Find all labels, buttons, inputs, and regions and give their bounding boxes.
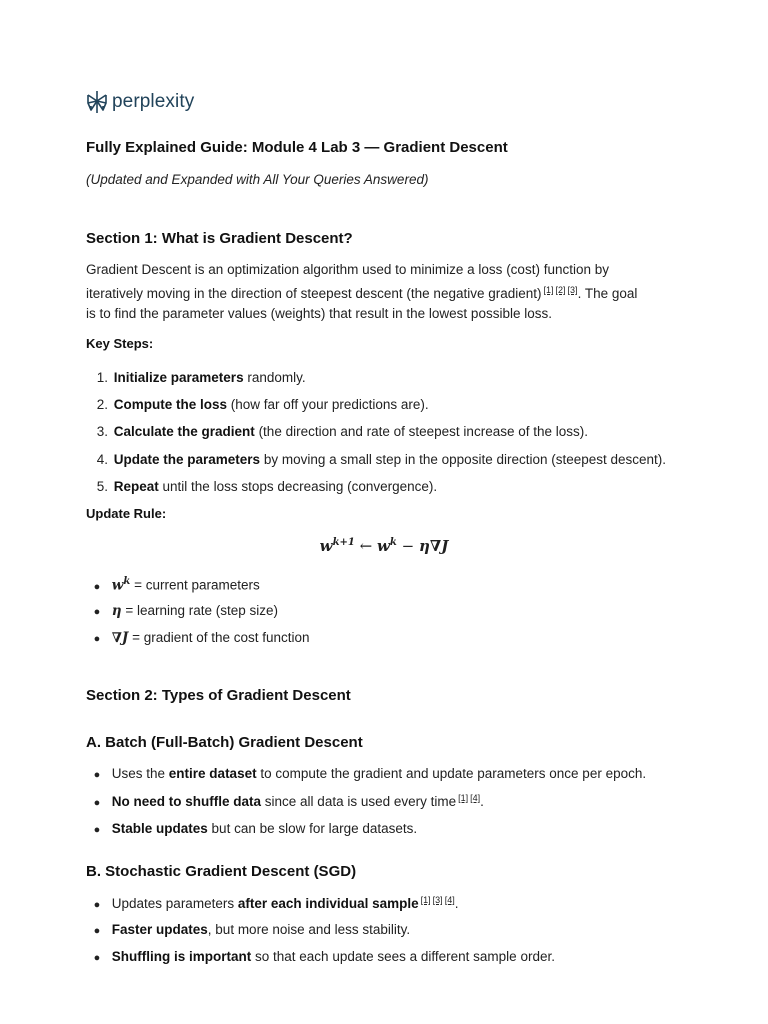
paragraph-line: Gradient Descent is an optimization algorithm used to minimize a loss (cost) function by: [86, 262, 609, 277]
list-item: [86, 922, 410, 937]
item-text: to compute the gradient and update parameters once per epoch.: [256, 766, 647, 781]
section-1-paragraph: [86, 260, 686, 324]
step-bold: Compute the loss: [113, 397, 228, 412]
update-rule-formula: [0, 537, 768, 555]
definition-symbol: η: [111, 603, 122, 619]
item-bold: Stable updates: [111, 821, 208, 836]
formula-symbol: w: [377, 537, 390, 555]
definition-text: = current parameters: [130, 577, 260, 593]
step-bold: Initialize parameters: [113, 370, 244, 385]
step-text: (how far off your predictions are).: [227, 397, 429, 412]
definition-text: = gradient of the cost function: [128, 630, 310, 645]
citation-link[interactable]: [4]: [470, 793, 481, 803]
bullet-icon: ●: [93, 606, 101, 618]
step-number: 5.: [96, 479, 108, 494]
update-rule-label: Update Rule:: [86, 506, 167, 521]
step-text: (the direction and rate of steepest increase of the loss).: [254, 424, 588, 439]
list-item: [86, 766, 646, 781]
formula-superscript: k: [389, 537, 397, 548]
list-item: [86, 821, 417, 836]
step-text: by moving a small step in the opposite direction (steepest descent).: [260, 452, 667, 467]
bullet-icon: ●: [93, 899, 101, 911]
definition-text: = learning rate (step size): [121, 603, 279, 618]
step-number: 3.: [96, 424, 108, 439]
formula-symbol: w: [319, 537, 333, 555]
item-bold: No need to shuffle data: [111, 794, 262, 809]
item-bold: Shuffling is important: [111, 949, 252, 964]
item-bold: after each individual sample: [237, 896, 419, 911]
definition-symbol: w: [111, 577, 124, 594]
definition-item: [86, 576, 260, 594]
citation-link[interactable]: [1]: [543, 285, 554, 295]
citation-link[interactable]: [1]: [458, 793, 469, 803]
citation-link[interactable]: [2]: [555, 285, 566, 295]
formula-symbol: η: [419, 537, 430, 555]
title-text: Fully Explained Guide: Module 4 Lab 3 — Gradient Descent: [86, 139, 508, 156]
step-bold: Repeat: [113, 479, 159, 494]
step-item: [86, 397, 429, 412]
list-item: [86, 895, 458, 911]
citation-link[interactable]: [1]: [420, 895, 431, 905]
definition-item: [86, 630, 310, 646]
item-text: Updates parameters: [111, 896, 238, 911]
item-bold: Faster updates: [111, 922, 208, 937]
step-bold: Update the parameters: [113, 452, 261, 467]
step-item: [86, 452, 666, 467]
bullet-icon: ●: [93, 633, 101, 645]
definition-symbol: ∇J: [111, 630, 129, 646]
step-item: [86, 424, 588, 439]
item-text: so that each update sees a different sample order.: [251, 949, 555, 964]
bullet-icon: ●: [93, 580, 101, 593]
step-bold: Calculate the gradient: [113, 424, 255, 439]
step-number: 1.: [96, 370, 108, 385]
definition-superscript: k: [123, 576, 131, 587]
step-item: [86, 370, 306, 385]
bullet-icon: ●: [93, 925, 101, 937]
formula-operator: −: [401, 537, 415, 555]
item-text: .: [480, 794, 484, 809]
item-text: .: [454, 896, 459, 911]
document-subtitle: (Updated and Expanded with All Your Queries Answered): [86, 172, 429, 187]
list-item: [86, 793, 484, 809]
item-text: Uses the: [111, 766, 169, 781]
definition-item: [86, 603, 278, 619]
citation-link[interactable]: [4]: [444, 895, 455, 905]
bullet-icon: ●: [93, 952, 101, 964]
document-title: [86, 139, 508, 156]
paragraph-text: iteratively moving in the direction of steepest descent (the negative gradient): [86, 286, 542, 301]
paragraph-text: . The goal: [577, 286, 638, 301]
formula-operator: ←: [359, 537, 373, 555]
step-text: randomly.: [243, 370, 306, 385]
item-text: since all data is used every time: [261, 794, 457, 809]
step-item: [86, 479, 437, 494]
item-text: , but more noise and less stability.: [207, 922, 411, 937]
key-steps-label: Key Steps:: [86, 336, 154, 351]
perplexity-logo-icon: [86, 90, 108, 114]
formula-symbol: ∇J: [429, 537, 449, 555]
brand-logo: [86, 90, 194, 114]
citation-link[interactable]: [3]: [567, 285, 578, 295]
section-1-heading: Section 1: What is Gradient Descent?: [86, 230, 353, 247]
formula-superscript: k+1: [332, 537, 355, 548]
bullet-icon: ●: [93, 797, 101, 809]
step-number: 2.: [96, 397, 108, 412]
paragraph-line: [86, 280, 686, 304]
item-text: but can be slow for large datasets.: [207, 821, 418, 836]
brand-name: perplexity: [112, 91, 195, 112]
bullet-icon: ●: [93, 769, 101, 781]
bullet-icon: ●: [93, 824, 101, 836]
subsection-b-heading: B. Stochastic Gradient Descent (SGD): [86, 863, 357, 880]
citation-link[interactable]: [3]: [432, 895, 443, 905]
step-number: 4.: [96, 452, 108, 467]
subsection-a-heading: A. Batch (Full-Batch) Gradient Descent: [86, 734, 363, 751]
list-item: [86, 949, 555, 964]
paragraph-line: is to find the parameter values (weights) that result in the lowest possible loss.: [86, 306, 552, 321]
section-2-heading: Section 2: Types of Gradient Descent: [86, 687, 351, 704]
item-bold: entire dataset: [168, 766, 257, 781]
step-text: until the loss stops decreasing (convergence).: [158, 479, 438, 494]
